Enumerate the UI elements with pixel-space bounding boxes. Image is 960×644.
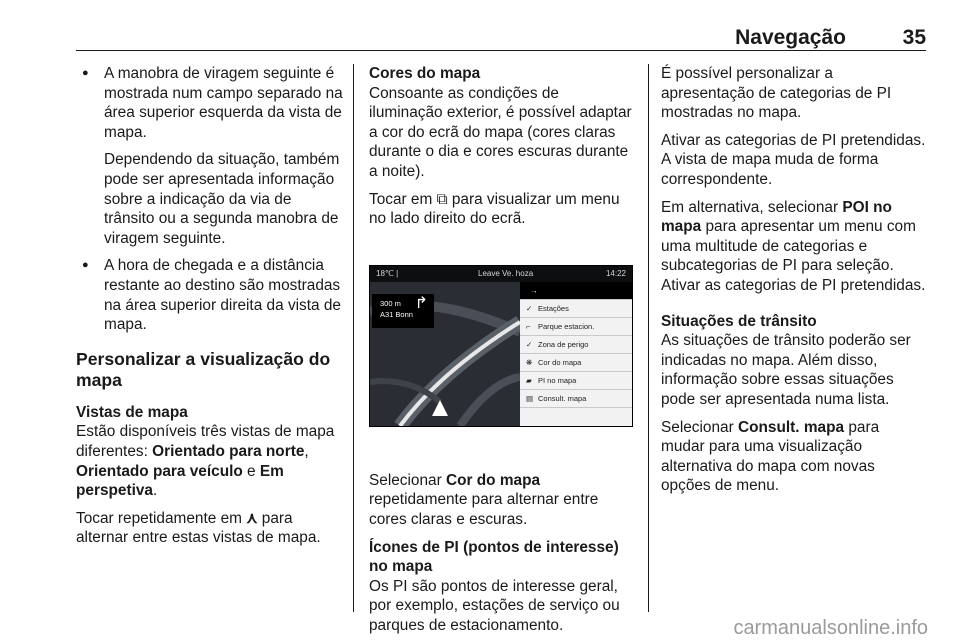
subheading-map-views: Vistas de mapa: [76, 403, 188, 421]
watermark: carmanualsonline.info: [733, 617, 928, 639]
menu-item-danger-zone[interactable]: ✓ Zona de perigo: [520, 336, 632, 354]
column-1: [76, 64, 344, 556]
header-title: Navegação: [735, 26, 846, 49]
menu-icon: ⧉: [436, 190, 448, 208]
status-temperature: 18℃ |: [376, 268, 399, 278]
list-icon: ▤: [526, 393, 534, 403]
turn-right-icon: ↱: [414, 294, 428, 312]
map-options-menu: [520, 282, 632, 426]
bullet-item: [76, 64, 344, 142]
paragraph: Tocar repetidamente em ⋏ para alternar entre estas vistas de mapa.: [76, 509, 321, 547]
view-toggle-icon: ⋏: [246, 509, 258, 527]
header-rule: [76, 50, 926, 51]
bullet-continuation: Dependendo da situação, também pode ser apresentada informação sobre a indicação da via de trânsito ou a segunda manobra de viragem seguinte.: [104, 151, 340, 247]
column-2: [369, 64, 635, 644]
paragraph: Tocar em ⧉ para visualizar um menu no lado direito do ecrã.: [369, 190, 620, 228]
infotainment-screenshot: [369, 265, 633, 427]
subheading-map-colours: Cores do mapa: [369, 65, 481, 82]
paragraph: Estão disponíveis três vistas de mapa diferentes: Orientado para norte, Orientado para veículo e Em perspetiva.: [76, 423, 335, 500]
screen-status-bar: [370, 266, 632, 282]
paragraph: As situações de trânsito poderão ser indicadas no mapa. Além disso, informação sobre essas situações pode ser apresentada numa lista.: [661, 332, 911, 408]
paragraph: Selecionar Cor do mapa repetidamente para alternar entre cores claras e escuras.: [369, 471, 599, 528]
menu-back-button[interactable]: →: [520, 282, 632, 300]
poi-icon: ▰: [526, 375, 532, 385]
paragraph: Os PI são pontos de interesse geral, por exemplo, estações de serviço ou parques de estacionamento.: [369, 577, 620, 634]
menu-item-stations[interactable]: ✓ Estações: [520, 300, 632, 318]
maneuver-distance: 300 m: [380, 298, 401, 308]
status-destination: Leave Ve. hoza: [478, 268, 534, 278]
column-3: [661, 64, 927, 504]
bullet-item: [76, 256, 344, 334]
paragraph: É possível personalizar a apresentação de categorias de PI mostradas no mapa.: [661, 65, 892, 122]
menu-item-poi-on-map[interactable]: ▰ PI no mapa: [520, 372, 632, 390]
column-divider-2: [648, 64, 649, 612]
subheading-traffic: Situações de trânsito: [661, 312, 817, 330]
menu-item-map-colour[interactable]: ❋ Cor do mapa: [520, 354, 632, 372]
menu-item-consult-map[interactable]: ▤ Consult. mapa: [520, 390, 632, 408]
menu-item-parking[interactable]: ⌐ Parque estacion.: [520, 318, 632, 336]
sun-icon: ❋: [526, 357, 533, 367]
bullet-text: A manobra de viragem seguinte é mostrada num campo separado na área superior esquerda da vista de mapa.: [104, 65, 343, 141]
paragraph: Consoante as condições de iluminação exterior, é possível adaptar a cor do ecrã do mapa (cores claras durante o dia e cores escuras durante a noite).: [369, 84, 632, 180]
column-divider-1: [353, 64, 354, 612]
section-heading: Personalizar a visualização do mapa: [76, 348, 331, 390]
bullet-text: A hora de chegada e a distância restante ao destino são mostradas na área superior direita da vista de mapa.: [104, 257, 341, 334]
maneuver-panel: [372, 294, 434, 328]
paragraph: Ativar as categorias de PI pretendidas. A vista de mapa muda de forma correspondente.: [661, 131, 926, 188]
page-header: [76, 26, 926, 50]
page-number: 35: [902, 26, 926, 49]
status-clock: 14:22: [605, 268, 626, 278]
maneuver-road: A31 Bonn: [380, 309, 413, 319]
paragraph: Em alternativa, selecionar POI no mapa para apresentar um menu com uma multitude de categorias e subcategorias de PI para seleção. Ativar as categorias de PI pretendidas.: [661, 198, 926, 294]
unchecked-icon: ⌐: [526, 321, 531, 331]
paragraph: Selecionar Consult. mapa para mudar para uma visualização alternativa do mapa com novas opções de menu.: [661, 418, 880, 495]
check-icon: ✓: [526, 339, 533, 349]
check-icon: ✓: [526, 303, 533, 313]
subheading-poi-icons: Ícones de PI (pontos de interesse) no mapa: [369, 538, 619, 576]
